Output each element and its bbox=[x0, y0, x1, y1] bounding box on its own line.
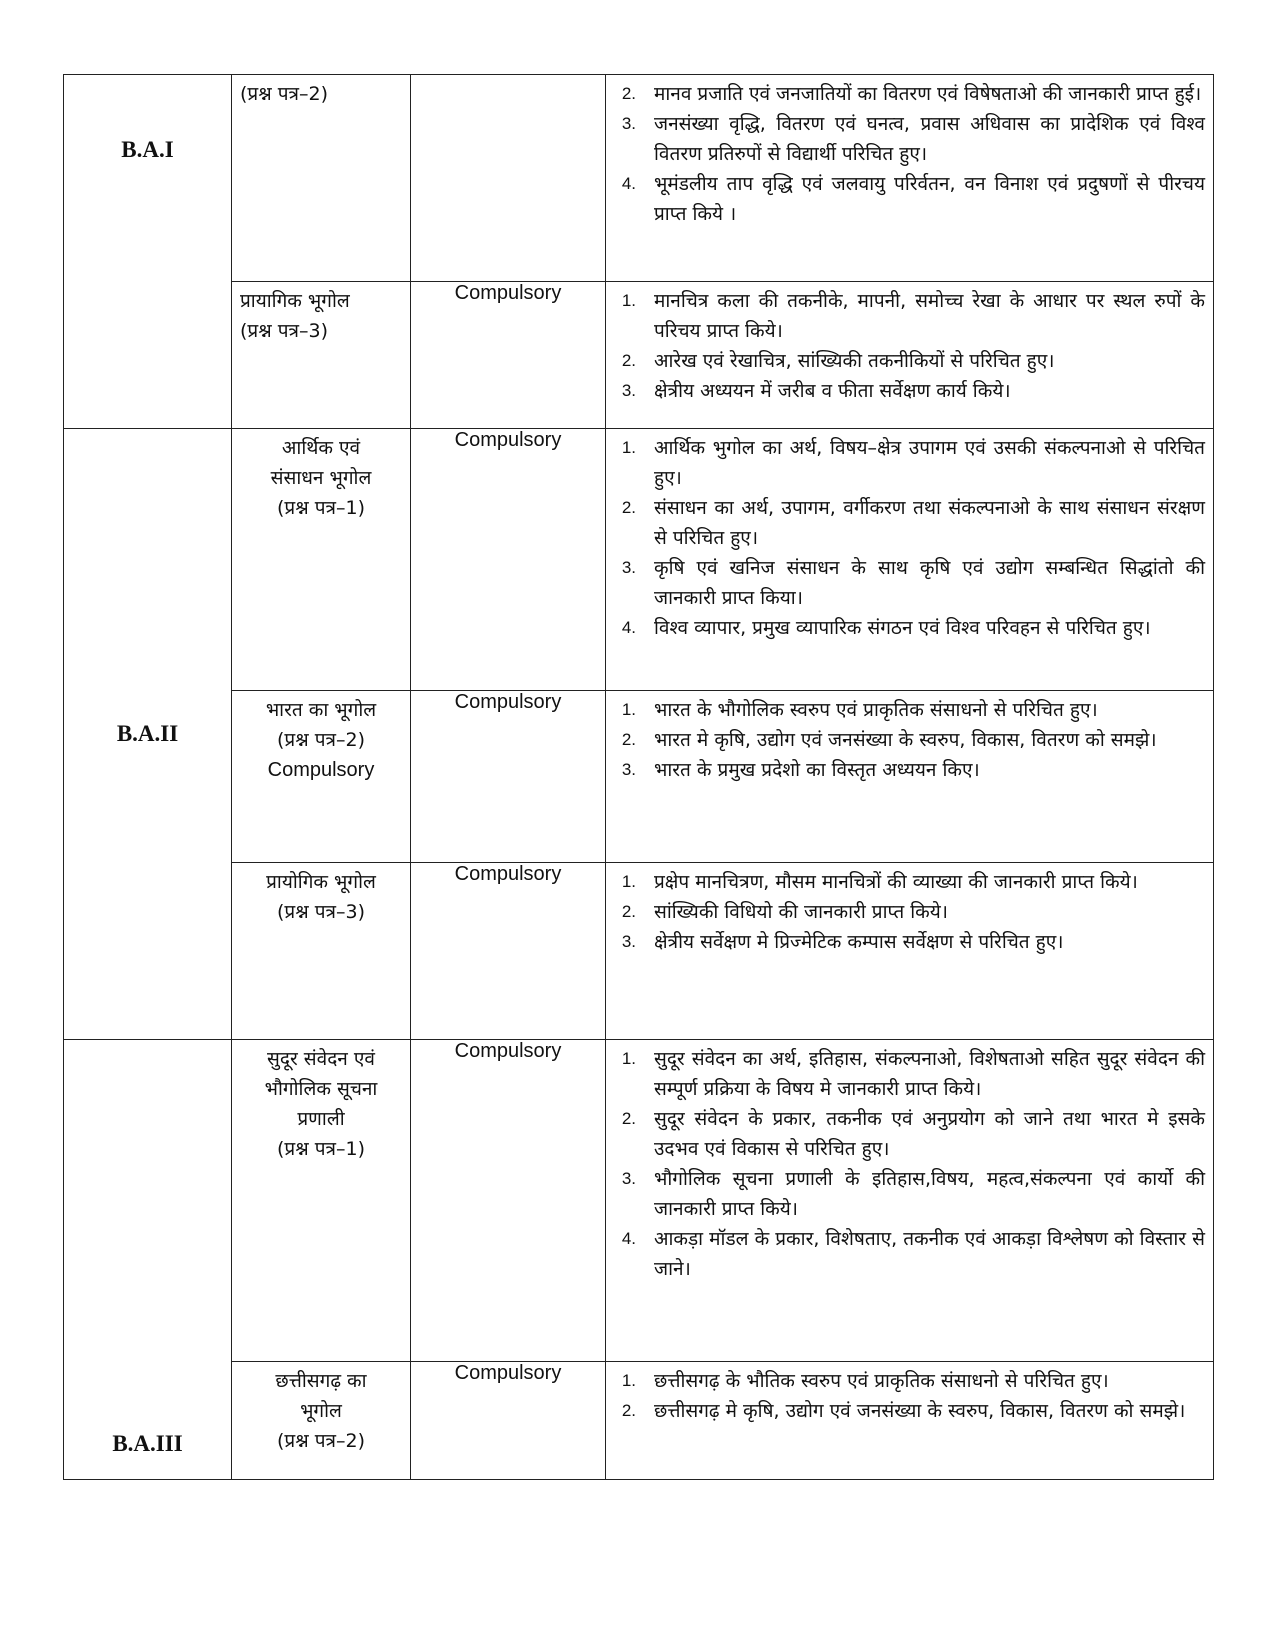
table-row bbox=[64, 1040, 1214, 1362]
paper-cell bbox=[232, 75, 411, 282]
list-item: 2. मानव प्रजाति एवं जनजातियों का वितरण एवं विषेषताओ की जानकारी प्राप्त हुई। bbox=[621, 83, 1202, 105]
list-item: 3. भारत के प्रमुख प्रदेशो का विस्तृत अध्ययन किए। bbox=[621, 759, 980, 781]
table-row bbox=[64, 429, 1214, 691]
paper-type: Compulsory bbox=[411, 691, 606, 863]
list-item: 2. छत्तीसगढ़ मे कृषि, उद्योग एवं जनसंख्या के स्वरुप, विकास, वितरण को समझे। bbox=[621, 1400, 1186, 1422]
list-item: 2. भारत मे कृषि, उद्योग एवं जनसंख्या के स्वरुप, विकास, वितरण को समझे। bbox=[621, 729, 1157, 751]
list-item: 1. सुदूर संवेदन का अर्थ, इतिहास, संकल्पनाओ, विशेषताओ सहित सुदूर संवेदन की सम्पूर्ण प्रक्रिया के विषय मे जानकारी प्राप्त किये। bbox=[621, 1048, 1205, 1100]
list-item: 2. सांख्यिकी विधियो की जानकारी प्राप्त किये। bbox=[621, 901, 948, 923]
list-item: 2. सुदूर संवेदन के प्रकार, तकनीक एवं अनुप्रयोग को जाने तथा भारत मे इसके उदभव एवं विकास से परिचित हुए। bbox=[621, 1108, 1205, 1160]
paper-line: (प्रश्न पत्र–1) bbox=[277, 1138, 365, 1160]
paper-line: (प्रश्न पत्र–2) bbox=[277, 729, 365, 751]
list-item: 1. भारत के भौगोलिक स्वरुप एवं प्राकृतिक संसाधनो से परिचित हुए। bbox=[621, 699, 1098, 721]
table-row bbox=[64, 1362, 1214, 1480]
paper-line: प्रायोगिक भूगोल bbox=[266, 871, 376, 893]
outcomes-cell bbox=[606, 75, 1214, 282]
list-item: 2. संसाधन का अर्थ, उपागम, वर्गीकरण तथा संकल्पनाओ के साथ संसाधन संरक्षण से परिचित हुए। bbox=[621, 497, 1205, 549]
list-item: 1. मानचित्र कला की तकनीके, मापनी, समोच्च रेखा के आधार पर स्थल रुपों के परिचय प्राप्त किये। bbox=[621, 290, 1205, 342]
list-item: 1. आर्थिक भुगोल का अर्थ, विषय–क्षेत्र उपागम एवं उसकी संकल्पनाओ से परिचित हुए। bbox=[621, 437, 1205, 489]
list-item: 3. क्षेत्रीय अध्ययन में जरीब व फीता सर्वेक्षण कार्य किये। bbox=[621, 380, 1011, 402]
outcomes-cell bbox=[606, 1362, 1214, 1480]
list-item: 1. छत्तीसगढ़ के भौतिक स्वरुप एवं प्राकृतिक संसाधनो से परिचित हुए। bbox=[621, 1370, 1109, 1392]
paper-line: (प्रश्न पत्र–3) bbox=[277, 901, 365, 923]
outcomes-cell bbox=[606, 863, 1214, 1040]
list-item: 4. विश्व व्यापार, प्रमुख व्यापारिक संगठन एवं विश्व परिवहन से परिचित हुए। bbox=[621, 617, 1151, 639]
list-item: 3. जनसंख्या वृद्धि, वितरण एवं घनत्व, प्रवास अधिवास का प्रादेशिक एवं विश्व वितरण प्रतिरुपों से विद्यार्थी परिचित हुए। bbox=[621, 113, 1205, 165]
syllabus-table bbox=[63, 74, 1214, 1480]
paper-cell bbox=[232, 429, 411, 691]
list-item: 3. कृषि एवं खनिज संसाधन के साथ कृषि एवं उद्योग सम्बन्धित सिद्धांतो की जानकारी प्राप्त किया। bbox=[621, 557, 1205, 609]
paper-type: Compulsory bbox=[411, 1040, 606, 1362]
paper-line: प्रायागिक भूगोल bbox=[240, 290, 350, 312]
table-row bbox=[64, 863, 1214, 1040]
list-item: 3. क्षेत्रीय सर्वेक्षण मे प्रिज्मेटिक कम्पास सर्वेक्षण से परिचित हुए। bbox=[621, 931, 1064, 953]
paper-line: (प्रश्न पत्र–1) bbox=[277, 497, 365, 519]
table-row bbox=[64, 282, 1214, 429]
list-item: 2. आरेख एवं रेखाचित्र, सांख्यिकी तकनीकियों से परिचित हुए। bbox=[621, 350, 1055, 372]
paper-type: Compulsory bbox=[411, 1362, 606, 1480]
paper-cell bbox=[232, 1040, 411, 1362]
outcomes-cell bbox=[606, 1040, 1214, 1362]
paper-type: Compulsory bbox=[411, 429, 606, 691]
table-row bbox=[64, 691, 1214, 863]
paper-cell bbox=[232, 282, 411, 429]
list-item: 4. आकड़ा मॉडल के प्रकार, विशेषताए, तकनीक एवं आकड़ा विश्लेषण को विस्तार से जाने। bbox=[621, 1228, 1205, 1280]
paper-line: (प्रश्न पत्र–3) bbox=[240, 320, 328, 342]
paper-type: Compulsory bbox=[411, 282, 606, 429]
list-item: 1. प्रक्षेप मानचित्रण, मौसम मानचित्रों की व्याख्या की जानकारी प्राप्त किये। bbox=[621, 871, 1138, 893]
paper-type bbox=[411, 75, 606, 282]
list-item: 3. भौगोलिक सूचना प्रणाली के इतिहास,विषय, महत्व,संकल्पना एवं कार्यो की जानकारी प्राप्त किये। bbox=[621, 1168, 1205, 1220]
outcomes-cell bbox=[606, 282, 1214, 429]
paper-line: प्रणाली bbox=[297, 1108, 345, 1130]
paper-type-line: Compulsory bbox=[267, 759, 375, 781]
list-item: 4. भूमंडलीय ताप वृद्धि एवं जलवायु परिर्वतन, वन विनाश एवं प्रदुषणों से पीरचय प्राप्त किये । bbox=[621, 173, 1205, 225]
outcomes-cell bbox=[606, 691, 1214, 863]
paper-line: भूगोल bbox=[300, 1400, 342, 1422]
paper-line: भौगोलिक सूचना bbox=[264, 1078, 378, 1100]
paper-line: भारत का भूगोल bbox=[265, 699, 377, 721]
table-row bbox=[64, 75, 1214, 282]
paper-cell bbox=[232, 1362, 411, 1480]
paper-line: सुदूर संवेदन एवं bbox=[267, 1048, 375, 1070]
paper-line: (प्रश्न पत्र–2) bbox=[277, 1430, 365, 1452]
paper-cell bbox=[232, 691, 411, 863]
class-label: B.A.III bbox=[64, 1040, 232, 1480]
class-label: B.A.I bbox=[64, 75, 232, 429]
outcomes-cell bbox=[606, 429, 1214, 691]
paper-cell bbox=[232, 863, 411, 1040]
paper-line: (प्रश्न पत्र–2) bbox=[240, 83, 328, 105]
paper-line: आर्थिक एवं bbox=[281, 437, 361, 459]
paper-line: संसाधन भूगोल bbox=[270, 467, 372, 489]
paper-line: छत्तीसगढ़ का bbox=[275, 1370, 367, 1392]
paper-type: Compulsory bbox=[411, 863, 606, 1040]
class-label: B.A.II bbox=[64, 429, 232, 1040]
